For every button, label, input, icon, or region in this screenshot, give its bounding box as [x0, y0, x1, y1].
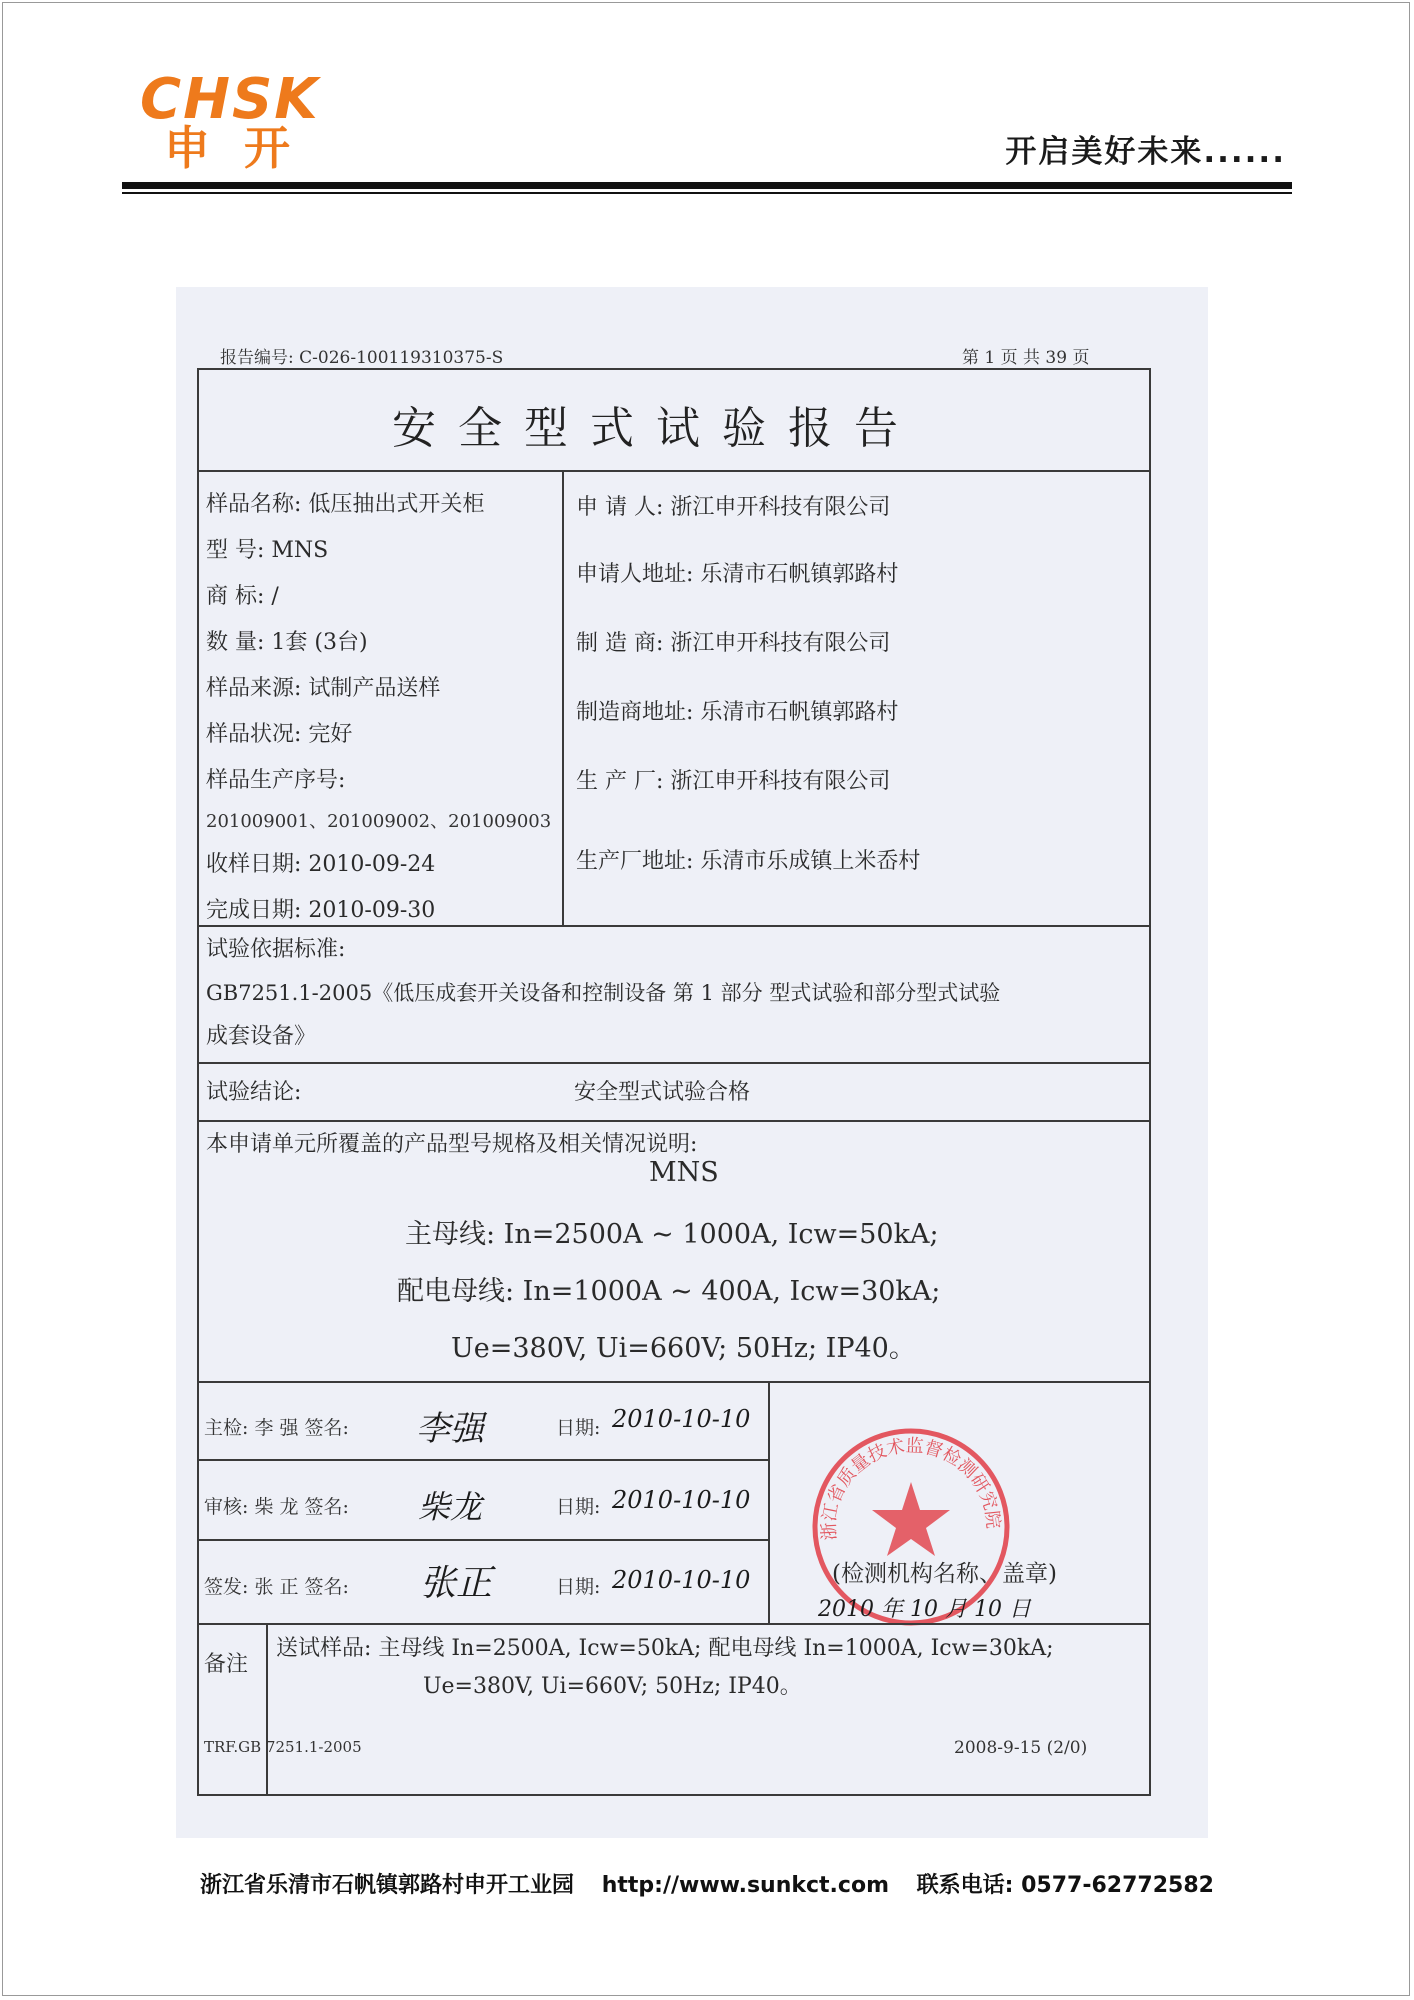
- standard-line-1: GB7251.1-2005《低压成套开关设备和控制设备 第 1 部分 型式试验和部分型式试验: [206, 981, 1001, 1005]
- frame-bottom: [197, 1794, 1151, 1796]
- page-info: 第 1 页 共 39 页: [962, 348, 1090, 368]
- applicant: 申 请 人: 浙江申开科技有限公司: [576, 495, 891, 520]
- footer: [0, 1868, 1414, 1899]
- issuer-date-label: 日期:: [556, 1576, 601, 1598]
- issuer-date: 2010-10-10: [612, 1566, 751, 1594]
- scanned-report: [176, 287, 1208, 1838]
- rule-remarks: [197, 1623, 1151, 1625]
- org-date: 2010 年 10 月 10 日: [818, 1597, 1031, 1622]
- manufacturer: 制 造 商: 浙江申开科技有限公司: [576, 631, 891, 656]
- reviewer-date: 2010-10-10: [612, 1486, 751, 1514]
- sample-source: 样品来源: 试制产品送样: [206, 676, 441, 701]
- inspector-signature: 李强: [416, 1409, 484, 1449]
- factory-address: 生产厂地址: 乐清市乐成镇上米岙村: [576, 849, 921, 874]
- coverage-line-1: 主母线: In=2500A ~ 1000A, Icw=50kA;: [405, 1219, 939, 1250]
- remarks-line-2: Ue=380V, Ui=660V; 50Hz; IP40。: [423, 1674, 802, 1699]
- logo-chinese-text: 申开: [164, 121, 324, 175]
- sample-name: 样品名称: 低压抽出式开关柜: [206, 492, 485, 517]
- applicant-address: 申请人地址: 乐清市石帆镇郭路村: [576, 562, 899, 587]
- sample-condition: 样品状况: 完好: [206, 722, 353, 747]
- manufacturer-address: 制造商地址: 乐清市石帆镇郭路村: [576, 700, 899, 725]
- slogan: 开启美好未来......: [1005, 134, 1286, 170]
- issuer-label: 签发: 张 正 签名:: [204, 1576, 349, 1598]
- rule-sign-1: [197, 1459, 770, 1461]
- frame-top: [197, 368, 1151, 370]
- rule-coverage: [197, 1120, 1151, 1122]
- reviewer-date-label: 日期:: [556, 1496, 601, 1518]
- standard-line-2: 成套设备》: [206, 1024, 317, 1049]
- remarks-line-1: 送试样品: 主母线 In=2500A, Icw=50kA; 配电母线 In=1000A, Icw=30kA;: [276, 1636, 1054, 1661]
- sample-serial-values: 201009001、201009002、201009003: [206, 811, 552, 832]
- signature-divider: [768, 1381, 770, 1624]
- org-label: (检测机构名称、盖章): [832, 1561, 1057, 1587]
- coverage-label: 本申请单元所覆盖的产品型号规格及相关情况说明:: [206, 1132, 698, 1157]
- conclusion-label: 试验结论:: [206, 1080, 302, 1105]
- rule-signatures: [197, 1381, 1151, 1383]
- coverage-model: MNS: [649, 1157, 719, 1188]
- header-rule-thin: [122, 192, 1292, 194]
- rule-conclusion: [197, 1062, 1151, 1064]
- coverage-line-2: 配电母线: In=1000A ~ 400A, Icw=30kA;: [397, 1276, 941, 1307]
- remarks-divider: [266, 1623, 268, 1795]
- standard-label: 试验依据标准:: [206, 937, 346, 962]
- header-rule: [122, 182, 1292, 189]
- conclusion-value: 安全型式试验合格: [574, 1080, 751, 1105]
- form-version: 2008-9-15 (2/0): [954, 1738, 1088, 1758]
- footer-website[interactable]: http://www.sunkct.com: [601, 1873, 889, 1898]
- logo-latin-text: CHSK: [140, 67, 320, 132]
- report-number: 报告编号: C-026-100119310375-S: [220, 348, 504, 368]
- sample-quantity: 数 量: 1套 (3台): [206, 630, 368, 655]
- rule-standard: [197, 925, 1151, 927]
- coverage-line-3: Ue=380V, Ui=660V; 50Hz; IP40。: [451, 1333, 916, 1364]
- inspector-date-label: 日期:: [556, 1417, 601, 1439]
- company-logo: [140, 67, 340, 175]
- report-title: 安全型式试验报告: [392, 403, 920, 454]
- inspector-label: 主检: 李 强 签名:: [204, 1417, 349, 1439]
- frame-left: [197, 368, 199, 1796]
- reviewer-signature: 柴龙: [418, 1488, 483, 1526]
- received-date: 收样日期: 2010-09-24: [206, 852, 436, 877]
- rule-under-title: [197, 470, 1151, 472]
- sample-serial-label: 样品生产序号:: [206, 768, 346, 793]
- factory: 生 产 厂: 浙江申开科技有限公司: [576, 769, 891, 794]
- frame-right: [1149, 368, 1151, 1796]
- rule-sign-2: [197, 1539, 770, 1541]
- footer-address: 浙江省乐清市石帆镇郭路村申开工业园: [200, 1873, 575, 1898]
- remarks-label: 备注: [204, 1652, 249, 1677]
- sample-model: 型 号: MNS: [206, 538, 329, 563]
- form-code: TRF.GB 7251.1-2005: [204, 1738, 362, 1756]
- column-divider: [562, 470, 564, 926]
- issuer-signature: 张正: [420, 1563, 493, 1604]
- reviewer-label: 审核: 柴 龙 签名:: [204, 1496, 349, 1518]
- sample-trademark: 商 标: /: [206, 584, 279, 609]
- footer-phone: 联系电话: 0577-62772582: [916, 1873, 1214, 1898]
- inspector-date: 2010-10-10: [612, 1405, 751, 1433]
- seal-text: 浙江省质量技术监督检测研究院: [818, 1435, 1004, 1541]
- completed-date: 完成日期: 2010-09-30: [206, 898, 436, 923]
